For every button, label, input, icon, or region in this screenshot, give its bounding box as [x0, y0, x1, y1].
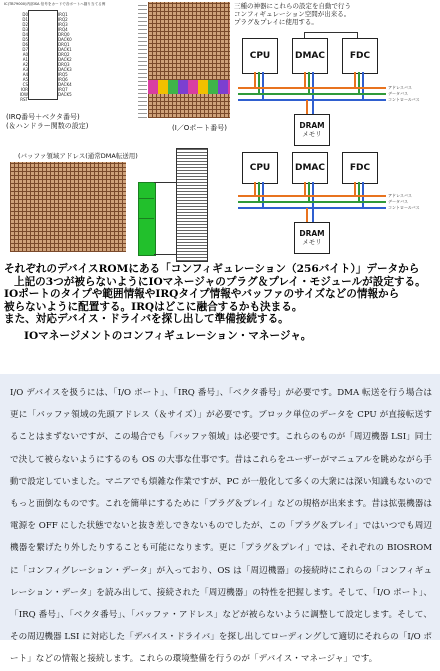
io-port-cells: [148, 2, 230, 80]
buffer-link-bottom: [154, 254, 176, 255]
pin-label: DACK1: [58, 47, 72, 52]
io-port-colored-row: [148, 80, 230, 94]
io-grid-caption: (I／Oポート番号): [172, 124, 228, 132]
pin-label: DRQ1: [58, 42, 70, 47]
io-port-index-column: [138, 2, 147, 118]
dram2-blue-stub: [312, 208, 314, 222]
pin-label: DRQ2: [58, 52, 70, 57]
pin-assignment-diagram: [4, 2, 132, 110]
cpu-green-stub: [258, 72, 260, 94]
dma-buffer-divider-2: [138, 218, 154, 219]
pin-label: DACK2: [58, 57, 72, 62]
summary-line4: 被らないように配置する。IRQはどこに融合するかも決まる。: [4, 300, 303, 313]
pin-label: IRQ1: [58, 12, 68, 17]
pin-label: DRQ0: [58, 32, 70, 37]
address-bus-line: [238, 87, 386, 89]
pin-label: A2: [22, 62, 28, 67]
bus2-label-data: データバス: [388, 199, 408, 204]
dram-label-2: DRAM: [299, 229, 325, 238]
pin-label: RST: [20, 97, 28, 102]
cpu-box: CPU: [242, 38, 278, 74]
pin-label: DACK4: [58, 82, 72, 87]
fdc-green-stub: [358, 72, 360, 94]
io-port-grid: [138, 2, 230, 122]
pin-label: IRQ3: [58, 22, 68, 27]
cpu-blue-stub: [262, 72, 264, 100]
left-pin-list: [12, 12, 28, 102]
pin-label: IRQ5: [58, 72, 68, 77]
pin-label: IRQ4: [58, 27, 68, 32]
dram-label: DRAM: [299, 121, 325, 130]
dma-buffer-block: [138, 182, 156, 256]
dmac2-orange-stub: [304, 182, 306, 196]
cpu-orange-stub: [254, 72, 256, 88]
bus-label-data: データバス: [388, 91, 408, 96]
pin-label: D0: [22, 12, 28, 17]
pin-label: A0: [22, 52, 28, 57]
fdc-box: FDC: [342, 38, 378, 74]
block-diagram-top: [232, 0, 438, 145]
right-pin-list: [58, 12, 128, 97]
pin-diagram-heading: IC(TB79000)内部ISA 信号をカードで各ポートへ割り当てる例: [4, 2, 106, 6]
pin-label: DACK3: [58, 67, 72, 72]
fdc-orange-stub: [354, 72, 356, 88]
dram2-orange-stub: [306, 208, 308, 222]
pin-label: IRQ2: [58, 17, 68, 22]
dmac-orange-stub: [304, 72, 306, 88]
dmac-green-stub: [308, 72, 310, 94]
dmac2-green-stub: [308, 182, 310, 202]
pin-label: D4: [22, 32, 28, 37]
memory-label-2: メモリ: [302, 238, 322, 246]
pin-label: CS: [22, 82, 28, 87]
pin-label: A5: [22, 77, 28, 82]
cpu2-orange-stub: [254, 182, 256, 196]
dma-buffer-divider-1: [138, 198, 154, 199]
explanation-paragraph: I/O デバイスを扱うには、「I/O ポート」、「IRQ 番号」、「ベクタ番号」が必要です。DMA 転送を行う場合は更に「バッファ領域の先頭アドレス（＆サイズ）」が必要です。ブロック単位のデータを CPU が直接転送することはまずないですが、この場合でも「バッファ領域」は必要です。これらのものが「周辺機器 LSI」同士で決して被らないようにするのも OS の大事な仕事です。昔はこれらをユーザーがマニュアルを眺めながら手動で設定していました。マニアでも煩雑な作業ですが、PC が一般化して多くの大衆には深い知識もないのでもっと面倒なものです。これを簡単にするために「プラグ＆プレイ」などの規格が出来ます。昔は拡張機器は電源を OFF にした状態でないと抜き差しできないものでしたが、この「プラグ＆プレイ」ではいつでも周辺機器を繋げたり外したりすることも可能になります。更に「プラグ＆プレイ」では、それぞれの BIOSROM に「コンフィグレーション・データ」が入っており、OS は「周辺機器」の接続時にこれらの「コンフィギュレーション・データ」を読み出して、接続された「周辺機器」の特性を把握します。そして、「I/O ポート」、「IRQ 番号」、「ベクタ番号」、「バッファ・アドレス」などが被らないように調整して設定します。そして、その周辺機器 LSI に対応した「デバイス・ドライバ」を探し出してローディングして適切にそれらの「I/O ポート」などの情報と接続します。これらの環境整備を行うのが「デバイス・マネージャ」です。: [10, 388, 432, 665]
config-note-line1: 三種の神器にこれらの設定を自動で行う: [234, 2, 351, 10]
pin-label: DACK0: [58, 37, 72, 42]
fdc-box-2: FDC: [342, 152, 378, 184]
dram-orange-stub: [306, 100, 308, 114]
buffer-link-top: [154, 182, 176, 183]
dmac-blue-stub: [312, 72, 314, 100]
dram-blue-stub: [312, 100, 314, 114]
pin-caption-line1: (IRQ番号＋ベクタ番号): [6, 113, 80, 121]
dmac-box: DMAC: [292, 38, 328, 74]
bus2-label-control: コントロールバス: [388, 205, 420, 210]
bus2-label-address: アドレスバス: [388, 193, 412, 198]
fdc2-orange-stub: [354, 182, 356, 196]
cpu2-green-stub: [258, 182, 260, 202]
pin-label: IOR: [20, 87, 28, 92]
io-port-cells-lower: [148, 94, 230, 118]
summary-line2: 上記の3つが被らないようにIOマネージャのプラグ＆プレイ・モジュールが設定する。: [14, 275, 426, 288]
pin-label: A1: [22, 57, 28, 62]
block-diagram-bottom: [232, 148, 438, 258]
bus-label-address: アドレスバス: [388, 85, 412, 90]
cpu-box-2: CPU: [242, 152, 278, 184]
pin-label: A3: [22, 67, 28, 72]
data-bus-line: [238, 93, 386, 95]
fdc2-green-stub: [358, 182, 360, 202]
address-bus-line-2: [238, 195, 386, 197]
pin-caption-line2: (＆ハンドラー関数の設定): [6, 122, 89, 130]
pin-label: A4: [22, 72, 28, 77]
summary-block: [4, 263, 436, 343]
pin-label: IOW: [19, 92, 28, 97]
memory-label: メモリ: [302, 130, 322, 138]
config-note-line2: コンフィギュレーション空間が出来る。: [234, 10, 351, 18]
summary-line5: また、対応デバイス・ドライバを探し出して準備接続する。: [4, 313, 289, 326]
pin-label: IRQ7: [58, 87, 68, 92]
bus-label-control: コントロールバス: [388, 97, 420, 102]
pin-label: D7: [22, 47, 28, 52]
pin-label: D3: [22, 27, 28, 32]
pin-label: D6: [22, 42, 28, 47]
pin-label: IRQ6: [58, 77, 68, 82]
data-bus-line-2: [238, 201, 386, 203]
summary-line1: それぞれのデバイスROMにある「コンフィギュレーション（256バイト）」データから: [4, 263, 420, 275]
summary-line3: IOポートのタイプや範囲情報やIRQタイプ情報やバッファのサイズなどの情報から: [4, 288, 400, 301]
explanation-panel: [0, 374, 440, 665]
dmac-box-2: DMAC: [292, 152, 328, 184]
fdc-blue-stub: [362, 72, 364, 100]
pin-label: DACK5: [58, 92, 72, 97]
config-note-line3: プラグ＆プレイに使用する。: [234, 18, 318, 26]
memory-map-column: [176, 148, 208, 262]
pin-label: DRQ3: [58, 62, 70, 67]
pin-label: D2: [22, 22, 28, 27]
ic-chip: [28, 10, 58, 100]
pin-label: D1: [22, 17, 28, 22]
dram-box-2: [294, 222, 330, 254]
buffer-address-grid: [10, 162, 126, 252]
dram-box: [294, 114, 330, 146]
pin-label: D5: [22, 37, 28, 42]
buffer-grid-caption: (バッファ領域アドレス(通常DMA転送用): [18, 152, 138, 160]
summary-line6: IOマネージメントのコンフィギュレーション・マネージャ。: [24, 329, 312, 342]
